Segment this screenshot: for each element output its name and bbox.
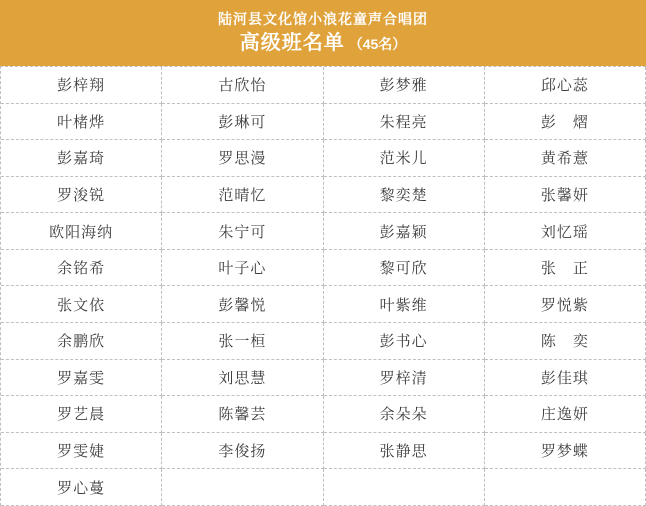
roster-table [0, 66, 646, 506]
name-cell: 彭嘉琦 [1, 140, 162, 177]
table-row [1, 323, 646, 360]
name-cell: 叶楮烨 [1, 104, 162, 141]
name-cell: 张静思 [324, 433, 485, 470]
roster-title: 高级班名单 [239, 31, 345, 54]
name-cell [162, 469, 323, 506]
name-cell: 罗艺晨 [1, 396, 162, 433]
name-cell: 彭梦雅 [324, 67, 485, 104]
name-cell: 张文依 [1, 286, 162, 323]
page-header [0, 0, 646, 66]
table-row [1, 177, 646, 214]
name-cell: 庄逸妍 [485, 396, 646, 433]
name-cell: 余铭希 [1, 250, 162, 287]
name-cell: 叶子心 [162, 250, 323, 287]
table-row [1, 250, 646, 287]
name-cell: 彭佳琪 [485, 360, 646, 397]
name-cell: 罗梓清 [324, 360, 485, 397]
name-cell: 彭梓翔 [1, 67, 162, 104]
name-cell: 陈馨芸 [162, 396, 323, 433]
name-cell: 范晴忆 [162, 177, 323, 214]
table-row [1, 213, 646, 250]
name-cell: 张一桓 [162, 323, 323, 360]
name-cell: 罗思漫 [162, 140, 323, 177]
name-cell [324, 469, 485, 506]
name-cell: 欧阳海纳 [1, 213, 162, 250]
name-cell: 余朵朵 [324, 396, 485, 433]
name-cell [485, 469, 646, 506]
page-title [240, 32, 407, 54]
roster-count: （45名） [348, 35, 407, 52]
name-cell: 张馨妍 [485, 177, 646, 214]
organization-name: 陆河县文化馆小浪花童声合唱团 [218, 11, 428, 28]
table-row [1, 140, 646, 177]
name-cell: 罗心蔓 [1, 469, 162, 506]
table-row [1, 67, 646, 104]
table-row [1, 286, 646, 323]
name-cell: 彭琳可 [162, 104, 323, 141]
name-cell: 黎奕楚 [324, 177, 485, 214]
table-row [1, 104, 646, 141]
name-cell: 罗浚锐 [1, 177, 162, 214]
name-cell: 彭 熠 [485, 104, 646, 141]
name-cell: 叶紫维 [324, 286, 485, 323]
name-cell: 古欣怡 [162, 67, 323, 104]
name-cell: 朱宁可 [162, 213, 323, 250]
name-cell: 罗雯婕 [1, 433, 162, 470]
table-row [1, 396, 646, 433]
table-row [1, 360, 646, 397]
name-cell: 朱程亮 [324, 104, 485, 141]
name-cell: 黎可欣 [324, 250, 485, 287]
name-cell: 罗梦蝶 [485, 433, 646, 470]
name-cell: 罗悦紫 [485, 286, 646, 323]
name-cell: 张 正 [485, 250, 646, 287]
name-cell: 刘思慧 [162, 360, 323, 397]
name-cell: 黄希薏 [485, 140, 646, 177]
name-cell: 彭馨悦 [162, 286, 323, 323]
name-cell: 陈 奕 [485, 323, 646, 360]
name-cell: 范米儿 [324, 140, 485, 177]
table-row [1, 433, 646, 470]
name-cell: 罗嘉雯 [1, 360, 162, 397]
name-cell: 余鹏欣 [1, 323, 162, 360]
table-row [1, 469, 646, 506]
name-cell: 李俊扬 [162, 433, 323, 470]
name-cell: 彭嘉颖 [324, 213, 485, 250]
name-cell: 刘忆瑶 [485, 213, 646, 250]
name-cell: 邱心蕊 [485, 67, 646, 104]
name-cell: 彭书心 [324, 323, 485, 360]
